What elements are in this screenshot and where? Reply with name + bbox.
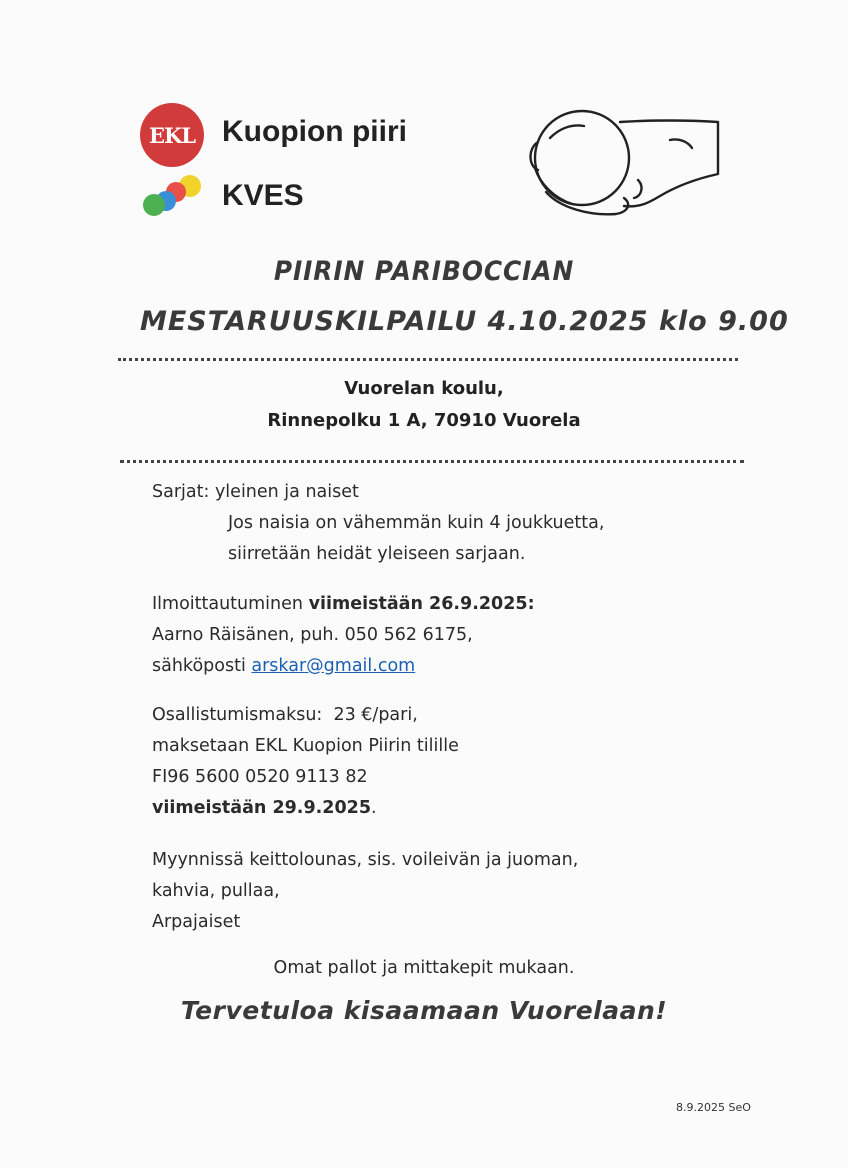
venue-name: Vuorelan koulu, (344, 378, 504, 399)
sales-line-1: Myynnissä keittolounas, sis. voileivän ja juoman, (152, 850, 579, 870)
closing-line: Tervetuloa kisaamaan Vuorelaan! (180, 996, 668, 1025)
email-link[interactable]: arskar@gmail.com (251, 656, 416, 676)
sales-line-2: kahvia, pullaa, (152, 881, 280, 901)
kves-logo-icon (138, 172, 208, 220)
fee-iban: FI96 5600 0520 9113 82 (152, 767, 368, 787)
title-line-2: MESTARUUSKILPAILU 4.10.2025 klo 9.00 (140, 306, 789, 337)
ekl-logo-text: EKL (148, 122, 196, 148)
fee-label: Osallistumismaksu: (152, 705, 323, 725)
series-note-2: siirretään heidät yleiseen sarjaan. (228, 544, 526, 564)
ekl-org-name: Kuopion piiri (222, 115, 407, 148)
fee-deadline-line (152, 798, 377, 818)
fee-account-text: maksetaan EKL Kuopion Piirin tilille (152, 736, 459, 756)
kves-org-name: KVES (222, 179, 304, 212)
registration-email-line (152, 656, 415, 676)
bring-note: Omat pallot ja mittakepit mukaan. (273, 958, 575, 978)
boccia-hand-icon (520, 108, 730, 218)
registration-line (152, 594, 535, 614)
fee-line (152, 705, 418, 725)
dotted-divider-top (118, 358, 738, 361)
series-note-1: Jos naisia on vähemmän kuin 4 joukkuetta, (228, 513, 605, 533)
venue-address: Rinnepolku 1 A, 70910 Vuorela (267, 410, 581, 431)
registration-deadline: viimeistään 26.9.2025: (308, 594, 535, 614)
series-label: Sarjat: (152, 482, 210, 502)
fee-amount: 23 €/pari, (333, 705, 418, 725)
footer-date-signature: 8.9.2025 SeO (676, 1101, 751, 1114)
email-label: sähköposti (152, 656, 246, 676)
series-value: yleinen ja naiset (214, 482, 359, 502)
fee-deadline-suffix: . (371, 798, 377, 818)
sales-line-3: Arpajaiset (152, 912, 241, 932)
dotted-divider-bottom (120, 460, 744, 463)
ekl-logo (140, 103, 204, 167)
registration-label: Ilmoittautuminen (152, 594, 303, 614)
title-line-1: PIIRIN PARIBOCCIAN (273, 256, 575, 287)
registration-contact: Aarno Räisänen, puh. 050 562 6175, (152, 625, 473, 645)
series-line (152, 482, 359, 502)
fee-deadline: viimeistään 29.9.2025 (152, 798, 371, 818)
